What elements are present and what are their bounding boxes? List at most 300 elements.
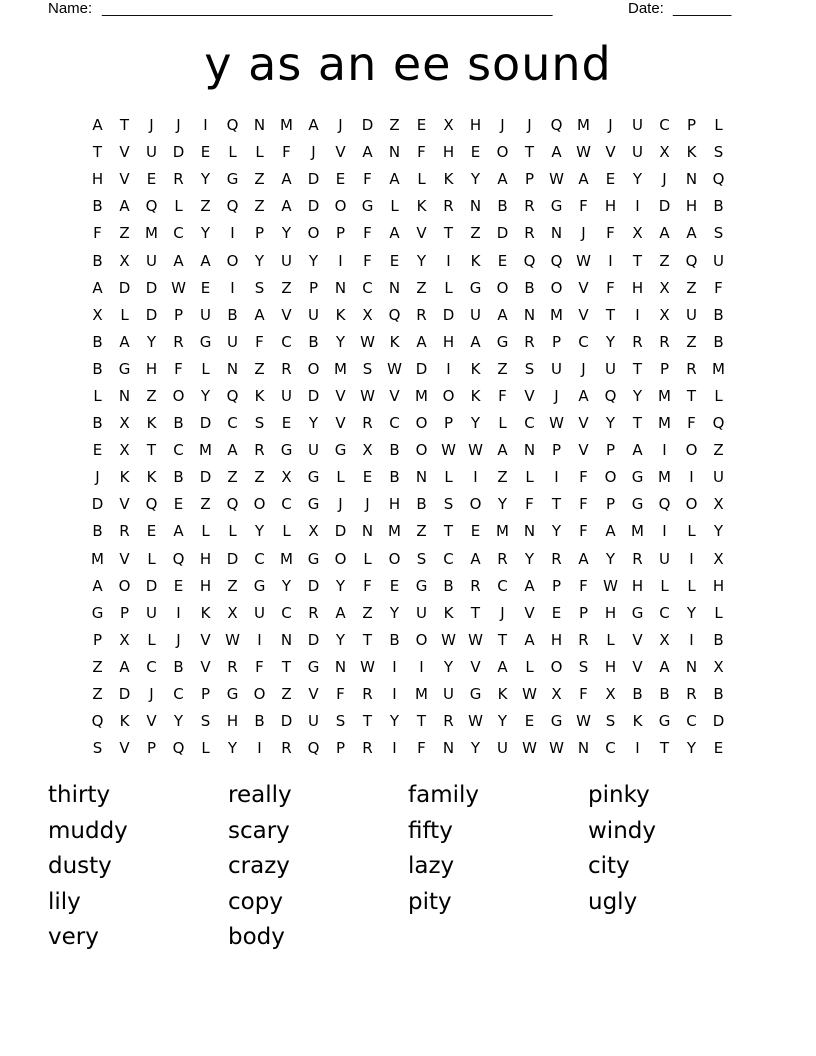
grid-letter: Y xyxy=(713,522,724,541)
grid-letter: B xyxy=(632,685,643,704)
grid-letter: A xyxy=(92,576,103,595)
grid-letter: P xyxy=(200,685,211,704)
grid-letter: A xyxy=(497,170,508,189)
grid-letter: E xyxy=(470,522,481,541)
grid-letter: I xyxy=(176,603,181,622)
grid-letter: E xyxy=(389,251,400,270)
grid-letter: G xyxy=(226,685,239,704)
grid-row xyxy=(84,166,732,193)
grid-row xyxy=(84,275,732,302)
grid-letter: G xyxy=(550,712,563,731)
grid-letter: B xyxy=(227,305,238,324)
grid-letter: I xyxy=(473,468,478,487)
grid-letter: F xyxy=(579,576,588,595)
grid-letter: Z xyxy=(92,685,103,704)
grid-letter: C xyxy=(281,495,292,514)
grid-letter: C xyxy=(173,441,184,460)
grid-letter: Q xyxy=(172,549,185,568)
grid-letter: G xyxy=(280,441,293,460)
grid-letter: S xyxy=(443,495,454,514)
grid-letter: L xyxy=(687,522,696,541)
grid-letter: F xyxy=(255,332,264,351)
grid-letter: U xyxy=(308,441,319,460)
grid-letter: M xyxy=(199,441,212,460)
grid-letter: V xyxy=(119,549,130,568)
grid-letter: Y xyxy=(227,739,238,758)
grid-letter: B xyxy=(92,197,103,216)
grid-letter: Y xyxy=(470,739,481,758)
grid-letter: Q xyxy=(145,197,158,216)
grid-letter: Y xyxy=(389,603,400,622)
grid-letter: I xyxy=(257,630,262,649)
grid-letter: R xyxy=(524,332,535,351)
grid-letter: L xyxy=(714,116,723,135)
grid-letter: Z xyxy=(119,224,130,243)
grid-letter: E xyxy=(470,143,481,162)
grid-letter: A xyxy=(173,251,184,270)
word-list-item: pity xyxy=(408,888,452,915)
grid-letter: N xyxy=(388,143,401,162)
grid-letter: N xyxy=(334,278,347,297)
grid-letter: L xyxy=(714,603,723,622)
grid-letter: A xyxy=(119,657,130,676)
grid-letter: Z xyxy=(686,332,697,351)
grid-letter: O xyxy=(550,657,563,676)
grid-letter: U xyxy=(308,712,319,731)
grid-letter: B xyxy=(389,630,400,649)
grid-row xyxy=(84,600,732,627)
word-list-item: ugly xyxy=(588,888,638,915)
grid-letter: O xyxy=(334,197,347,216)
grid-letter: T xyxy=(92,143,103,162)
grid-letter: I xyxy=(392,739,397,758)
grid-letter: S xyxy=(362,359,373,378)
grid-letter: L xyxy=(282,522,291,541)
grid-letter: G xyxy=(469,685,482,704)
grid-letter: U xyxy=(308,305,319,324)
word-list-item: muddy xyxy=(48,817,128,844)
grid-letter: B xyxy=(308,332,319,351)
grid-letter: L xyxy=(201,739,210,758)
grid-letter: S xyxy=(200,712,211,731)
grid-letter: H xyxy=(442,143,455,162)
grid-letter: E xyxy=(497,251,508,270)
grid-letter: E xyxy=(713,739,724,758)
grid-letter: J xyxy=(554,386,559,405)
grid-letter: C xyxy=(659,116,670,135)
grid-letter: R xyxy=(119,522,130,541)
grid-letter: Y xyxy=(173,712,184,731)
grid-letter: J xyxy=(500,603,505,622)
grid-letter: C xyxy=(146,657,157,676)
grid-letter: Z xyxy=(497,468,508,487)
grid-letter: F xyxy=(714,278,723,297)
grid-letter: J xyxy=(500,116,505,135)
grid-letter: O xyxy=(442,386,455,405)
grid-letter: I xyxy=(230,278,235,297)
grid-letter: C xyxy=(497,576,508,595)
grid-letter: G xyxy=(334,441,347,460)
grid-letter: K xyxy=(443,603,454,622)
grid-letter: V xyxy=(389,386,400,405)
grid-letter: X xyxy=(659,630,670,649)
grid-letter: O xyxy=(415,414,428,433)
grid-letter: T xyxy=(632,359,643,378)
grid-letter: V xyxy=(578,278,589,297)
grid-letter: T xyxy=(524,143,535,162)
grid-letter: O xyxy=(253,495,266,514)
grid-letter: H xyxy=(91,170,104,189)
grid-letter: P xyxy=(92,630,103,649)
grid-letter: Y xyxy=(200,224,211,243)
grid-letter: V xyxy=(308,685,319,704)
grid-letter: Q xyxy=(226,386,239,405)
grid-letter: C xyxy=(173,685,184,704)
grid-letter: R xyxy=(443,197,454,216)
grid-letter: G xyxy=(307,549,320,568)
grid-letter: L xyxy=(255,143,264,162)
grid-letter: S xyxy=(254,414,265,433)
grid-letter: N xyxy=(442,739,455,758)
grid-letter: F xyxy=(282,143,291,162)
grid-letter: W xyxy=(360,657,375,676)
grid-letter: E xyxy=(362,468,373,487)
grid-letter: R xyxy=(416,305,427,324)
grid-letter: N xyxy=(550,224,563,243)
grid-letter: G xyxy=(307,468,320,487)
grid-letter: D xyxy=(361,116,374,135)
grid-letter: A xyxy=(362,143,373,162)
date-label: Date: xyxy=(628,0,664,17)
grid-letter: H xyxy=(685,197,698,216)
grid-letter: D xyxy=(658,197,671,216)
grid-letter: D xyxy=(496,224,509,243)
grid-letter: D xyxy=(712,712,725,731)
grid-letter: Y xyxy=(686,739,697,758)
word-list-item: windy xyxy=(588,817,656,844)
grid-letter: Q xyxy=(388,305,401,324)
word-list-item: dusty xyxy=(48,853,112,879)
grid-letter: W xyxy=(549,739,564,758)
grid-letter: N xyxy=(334,657,347,676)
grid-letter: P xyxy=(254,224,265,243)
grid-letter: R xyxy=(524,197,535,216)
date-blank-line: _______ xyxy=(673,0,732,17)
grid-letter: M xyxy=(712,359,725,378)
grid-letter: B xyxy=(389,468,400,487)
name-label: Name: xyxy=(48,0,93,17)
grid-letter: A xyxy=(470,332,481,351)
grid-letter: Y xyxy=(551,522,562,541)
grid-row xyxy=(84,573,732,600)
grid-letter: A xyxy=(497,657,508,676)
grid-letter: A xyxy=(659,224,670,243)
grid-letter: T xyxy=(416,712,427,731)
grid-letter: P xyxy=(605,441,616,460)
word-list-item: lazy xyxy=(408,853,455,879)
grid-letter: V xyxy=(578,305,589,324)
grid-letter: G xyxy=(91,603,104,622)
grid-letter: B xyxy=(173,468,184,487)
grid-letter: J xyxy=(338,495,343,514)
grid-letter: F xyxy=(579,468,588,487)
grid-letter: O xyxy=(307,224,320,243)
grid-letter: W xyxy=(387,359,402,378)
grid-letter: F xyxy=(579,495,588,514)
grid-letter: D xyxy=(307,576,320,595)
grid-letter: D xyxy=(307,630,320,649)
grid-letter: V xyxy=(416,224,427,243)
grid-letter: T xyxy=(362,712,373,731)
grid-letter: N xyxy=(388,278,401,297)
grid-letter: P xyxy=(335,224,346,243)
grid-letter: Y xyxy=(254,522,265,541)
grid-letter: Z xyxy=(389,116,400,135)
grid-letter: Y xyxy=(254,251,265,270)
grid-letter: J xyxy=(365,495,370,514)
grid-letter: I xyxy=(689,630,694,649)
word-list-item: thirty xyxy=(48,782,111,808)
grid-letter: A xyxy=(335,603,346,622)
grid-letter: E xyxy=(335,170,346,189)
grid-letter: Q xyxy=(712,170,725,189)
grid-row xyxy=(84,681,732,708)
grid-letter: K xyxy=(389,332,400,351)
grid-letter: Z xyxy=(227,468,238,487)
grid-letter: Y xyxy=(200,386,211,405)
grid-letter: V xyxy=(632,630,643,649)
grid-letter: A xyxy=(254,305,265,324)
grid-row xyxy=(84,627,732,654)
grid-letter: O xyxy=(253,685,266,704)
grid-letter: V xyxy=(335,386,346,405)
word-list-item: lily xyxy=(48,888,81,915)
name-blank-line: ______________________________________________________ xyxy=(102,0,553,17)
grid-letter: G xyxy=(361,197,374,216)
grid-letter: W xyxy=(576,143,591,162)
grid-letter: D xyxy=(199,468,212,487)
grid-letter: K xyxy=(254,386,265,405)
grid-letter: X xyxy=(632,224,643,243)
grid-letter: B xyxy=(713,630,724,649)
grid-letter: Z xyxy=(416,522,427,541)
grid-letter: A xyxy=(173,522,184,541)
grid-letter: L xyxy=(444,278,453,297)
grid-letter: K xyxy=(470,359,481,378)
grid-letter: L xyxy=(525,468,534,487)
grid-letter: B xyxy=(92,332,103,351)
grid-letter: R xyxy=(632,332,643,351)
grid-letter: L xyxy=(660,576,669,595)
word-list-item: pinky xyxy=(588,782,650,808)
grid-letter: V xyxy=(470,657,481,676)
grid-letter: F xyxy=(417,739,426,758)
grid-letter: P xyxy=(308,278,319,297)
grid-letter: R xyxy=(686,685,697,704)
grid-letter: J xyxy=(608,116,613,135)
grid-letter: Z xyxy=(713,441,724,460)
grid-letter: A xyxy=(227,441,238,460)
grid-letter: H xyxy=(604,657,617,676)
grid-letter: M xyxy=(145,224,158,243)
grid-letter: Y xyxy=(389,712,400,731)
grid-letter: G xyxy=(415,576,428,595)
grid-letter: S xyxy=(254,278,265,297)
grid-letter: W xyxy=(225,630,240,649)
grid-letter: C xyxy=(578,332,589,351)
grid-letter: Y xyxy=(605,549,616,568)
grid-letter: L xyxy=(363,549,372,568)
grid-letter: W xyxy=(441,441,456,460)
grid-letter: R xyxy=(362,685,373,704)
grid-letter: A xyxy=(632,441,643,460)
grid-letter: T xyxy=(119,116,130,135)
grid-letter: D xyxy=(145,278,158,297)
grid-letter: Z xyxy=(254,170,265,189)
grid-letter: O xyxy=(469,495,482,514)
grid-letter: G xyxy=(631,468,644,487)
word-list-item: scary xyxy=(228,817,290,844)
grid-letter: F xyxy=(363,251,372,270)
grid-letter: T xyxy=(632,251,643,270)
grid-letter: I xyxy=(662,441,667,460)
grid-letter: F xyxy=(174,359,183,378)
grid-letter: I xyxy=(392,685,397,704)
grid-letter: N xyxy=(280,630,293,649)
grid-letter: E xyxy=(146,522,157,541)
grid-letter: A xyxy=(551,143,562,162)
grid-letter: D xyxy=(172,143,185,162)
grid-letter: G xyxy=(199,332,212,351)
grid-letter: R xyxy=(578,630,589,649)
grid-letter: K xyxy=(443,170,454,189)
grid-letter: A xyxy=(389,170,400,189)
grid-letter: V xyxy=(119,143,130,162)
grid-letter: H xyxy=(442,332,455,351)
grid-letter: Q xyxy=(550,116,563,135)
grid-letter: U xyxy=(605,359,616,378)
grid-letter: S xyxy=(578,657,589,676)
grid-letter: P xyxy=(443,414,454,433)
grid-letter: A xyxy=(578,549,589,568)
grid-letter: A xyxy=(281,197,292,216)
grid-letter: M xyxy=(631,522,644,541)
grid-letter: J xyxy=(581,359,586,378)
grid-letter: A xyxy=(119,332,130,351)
grid-letter: B xyxy=(92,414,103,433)
grid-letter: Q xyxy=(226,116,239,135)
grid-letter: X xyxy=(659,305,670,324)
grid-letter: B xyxy=(173,657,184,676)
grid-letter: W xyxy=(468,441,483,460)
grid-letter: M xyxy=(388,522,401,541)
grid-letter: X xyxy=(92,305,103,324)
grid-letter: M xyxy=(415,685,428,704)
grid-letter: I xyxy=(203,116,208,135)
grid-letter: X xyxy=(551,685,562,704)
grid-letter: Y xyxy=(308,251,319,270)
grid-letter: F xyxy=(606,278,615,297)
grid-letter: Z xyxy=(227,576,238,595)
grid-letter: V xyxy=(335,414,346,433)
grid-letter: D xyxy=(307,386,320,405)
grid-letter: V xyxy=(605,143,616,162)
grid-letter: E xyxy=(173,495,184,514)
grid-letter: Z xyxy=(281,685,292,704)
grid-letter: W xyxy=(603,576,618,595)
grid-letter: U xyxy=(686,305,697,324)
grid-letter: U xyxy=(497,739,508,758)
grid-row xyxy=(84,356,732,383)
grid-letter: O xyxy=(172,386,185,405)
grid-letter: W xyxy=(576,251,591,270)
grid-letter: B xyxy=(497,197,508,216)
grid-letter: M xyxy=(415,386,428,405)
grid-letter: U xyxy=(632,116,643,135)
grid-letter: V xyxy=(578,414,589,433)
grid-letter: M xyxy=(496,522,509,541)
grid-letter: O xyxy=(388,549,401,568)
grid-letter: R xyxy=(524,224,535,243)
grid-letter: Y xyxy=(281,224,292,243)
grid-letter: B xyxy=(713,685,724,704)
grid-letter: Q xyxy=(712,414,725,433)
grid-letter: Q xyxy=(226,197,239,216)
grid-letter: D xyxy=(145,576,158,595)
grid-letter: L xyxy=(201,359,210,378)
grid-letter: X xyxy=(119,441,130,460)
grid-letter: R xyxy=(659,332,670,351)
word-list-item: copy xyxy=(228,888,283,915)
grid-letter: R xyxy=(632,549,643,568)
grid-letter: S xyxy=(92,739,103,758)
grid-letter: D xyxy=(334,522,347,541)
grid-letter: L xyxy=(390,197,399,216)
grid-letter: Z xyxy=(254,468,265,487)
grid-letter: X xyxy=(308,522,319,541)
grid-row xyxy=(84,464,732,491)
grid-letter: I xyxy=(635,739,640,758)
grid-letter: A xyxy=(119,197,130,216)
grid-letter: K xyxy=(146,468,157,487)
grid-letter: W xyxy=(360,386,375,405)
grid-letter: Y xyxy=(632,170,643,189)
grid-letter: Z xyxy=(362,603,373,622)
grid-letter: B xyxy=(92,359,103,378)
grid-letter: I xyxy=(554,468,559,487)
grid-letter: L xyxy=(174,197,183,216)
grid-letter: Z xyxy=(686,278,697,297)
word-list xyxy=(48,778,768,956)
grid-letter: P xyxy=(605,495,616,514)
grid-letter: T xyxy=(443,224,454,243)
grid-letter: T xyxy=(443,522,454,541)
grid-letter: Q xyxy=(658,495,671,514)
grid-letter: U xyxy=(146,143,157,162)
grid-letter: A xyxy=(524,630,535,649)
grid-letter: P xyxy=(146,739,157,758)
grid-letter: P xyxy=(659,359,670,378)
grid-letter: I xyxy=(608,251,613,270)
grid-letter: K xyxy=(335,305,346,324)
grid-letter: L xyxy=(498,414,507,433)
grid-letter: B xyxy=(173,414,184,433)
grid-letter: Z xyxy=(200,197,211,216)
grid-letter: G xyxy=(253,576,266,595)
grid-letter: P xyxy=(551,441,562,460)
grid-letter: K xyxy=(470,386,481,405)
grid-letter: G xyxy=(118,359,131,378)
